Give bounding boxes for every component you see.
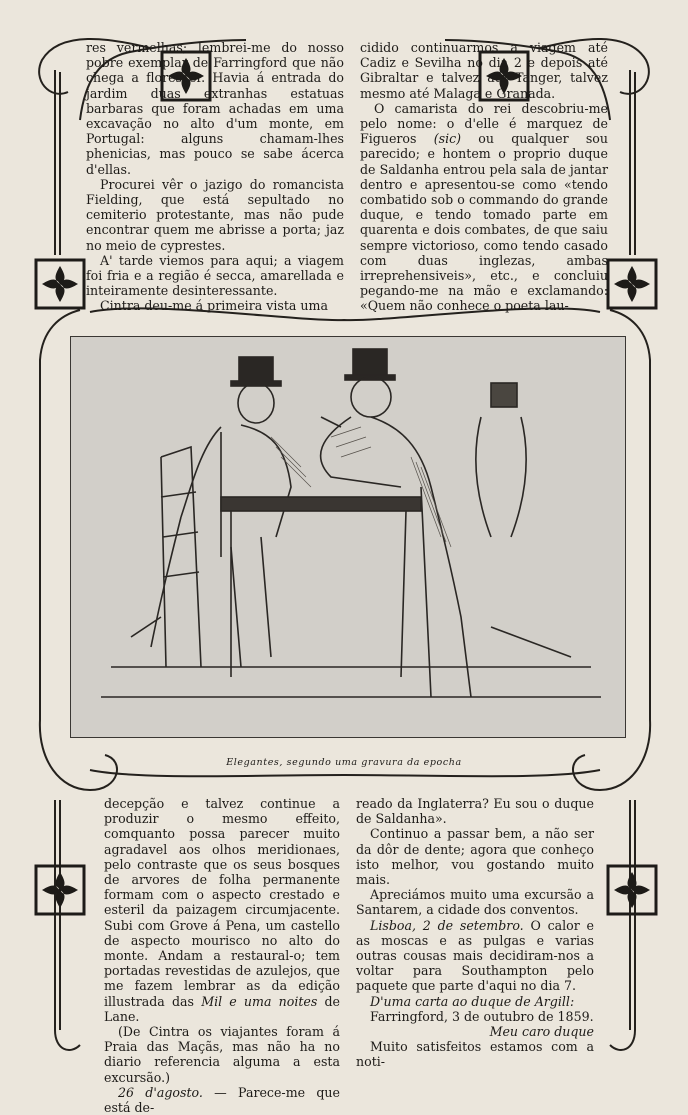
sic-note: (sic): [433, 131, 462, 147]
letter-salutation-text: Meu caro duque: [489, 1024, 594, 1040]
illustration-engraving: [70, 336, 626, 738]
paragraph: A' tarde viemos para aqui; a viagem foi fria e a região é secca, amarellada e inteiramente desinteressante.: [86, 252, 344, 299]
ornament-tile-icon: [34, 864, 86, 916]
paragraph-text: decepção e talvez continue a produzir o mesmo effeito, comquanto possa parecer muito agradavel aos olhos meridionaes, pelo contraste que os seus bosques de arvores de folha permanente formam com o aspecto crestado e esteril da paizagem circumjacente. Subi com Grove á Pena, um castello de aspecto mourisco no alto do monte. Andam a restaural-o; tem portadas revestidas de azulejos, que me fazem lembrar as da edição illustrada das: [104, 796, 340, 1009]
date-label: Lisboa, 2 de setembro.: [370, 917, 524, 933]
column-top-left: [86, 40, 344, 314]
paragraph: [104, 796, 340, 1024]
paragraph: Cintra deu-me á primeira vista uma: [100, 298, 328, 314]
paragraph: Procurei vêr o jazigo do romancista Fielding, que está sepultado no cemiterio protestante, mas não pude encontrar quem me abrisse a porta; jaz no meio de cyprestes.: [86, 176, 344, 253]
paragraph-text: — Parece-me que está de-: [104, 1084, 340, 1115]
column-top-right: [360, 40, 608, 314]
letter-heading: [356, 994, 594, 1009]
letter-salutation: [356, 1024, 594, 1039]
book-title: Mil e uma noites: [201, 993, 318, 1009]
paragraph-text: ou qualquer sou parecido; e hontem o proprio duque de Saldanha entrou pela sala de jantar dentro e apresentou-se como «tendo combatido sob o commando do grande duque, e tendo tomado parte em quarenta e dois combates, de que saiu sempre victorioso, como tendo casado com duas inglezas, ambas irreprehensiveis», etc., e concluiu pegando-me na mão e exclamando: «Quem não conhece o poeta lau-: [360, 131, 608, 314]
paragraph: res vermelhas; lembrei-me do nosso pobre exemplar de Farringford que não chega a florescer. Havia á entrada do jardim duas extranhas estatuas barbaras que foram achadas em uma excavação no alto d'um monte, em Portugal: alguns chamam-lhes phenicias, mas pouco se sabe ácerca d'ellas.: [86, 40, 344, 177]
column-bottom-left: [104, 796, 340, 1115]
letter-dateline: Farringford, 3 de outubro de 1859.: [370, 1008, 594, 1024]
figure-caption: Elegantes, segundo uma gravura da epocha: [226, 757, 462, 768]
paragraph: Continuo a passar bem, a não ser da dôr de dente; agora que conheço isto melhor, vou gostando muito mais.: [356, 826, 594, 888]
paragraph-text: O camarista do rei descobriu-me pelo nome: o d'elle é marquez de Figueros: [360, 100, 608, 147]
date-label: 26 d'agosto.: [118, 1084, 203, 1100]
paragraph: [104, 1085, 340, 1115]
ornament-tile-icon: [34, 258, 86, 310]
paragraph-text: O calor e as moscas e as pulgas e varias outras cousas mais decidiram-nos a voltar para Southampton pelo paquete que parte d'aqui no dia 7.: [356, 917, 594, 994]
paragraph: [360, 101, 608, 314]
paragraph: Muito satisfeitos estamos com a noti-: [356, 1039, 594, 1070]
ornament-tile-icon: [606, 864, 658, 916]
paragraph: (De Cintra os viajantes foram á Praia das Maçãs, mas não ha no diario referencia alguma a esta excursão.): [104, 1024, 340, 1085]
paragraph: [356, 918, 594, 994]
paragraph: Apreciámos muito uma excursão a Santarem, a cidade dos conventos.: [356, 887, 594, 918]
paragraph-text: de Lane.: [104, 993, 340, 1024]
ornament-tile-icon: [606, 258, 658, 310]
paragraph: reado da Inglaterra? Eu sou o duque de Saldanha».: [356, 796, 594, 827]
column-bottom-right: [356, 796, 594, 1070]
engraving-image: [71, 337, 625, 737]
paragraph: cidido continuarmos a viagem até Cadiz e Sevilha no dia 2 e depois até Gibraltar e talvez até Tanger, talvez mesmo até Malaga e Granada.: [360, 40, 608, 101]
letter-heading-text: D'uma carta ao duque de Argill:: [370, 993, 575, 1009]
